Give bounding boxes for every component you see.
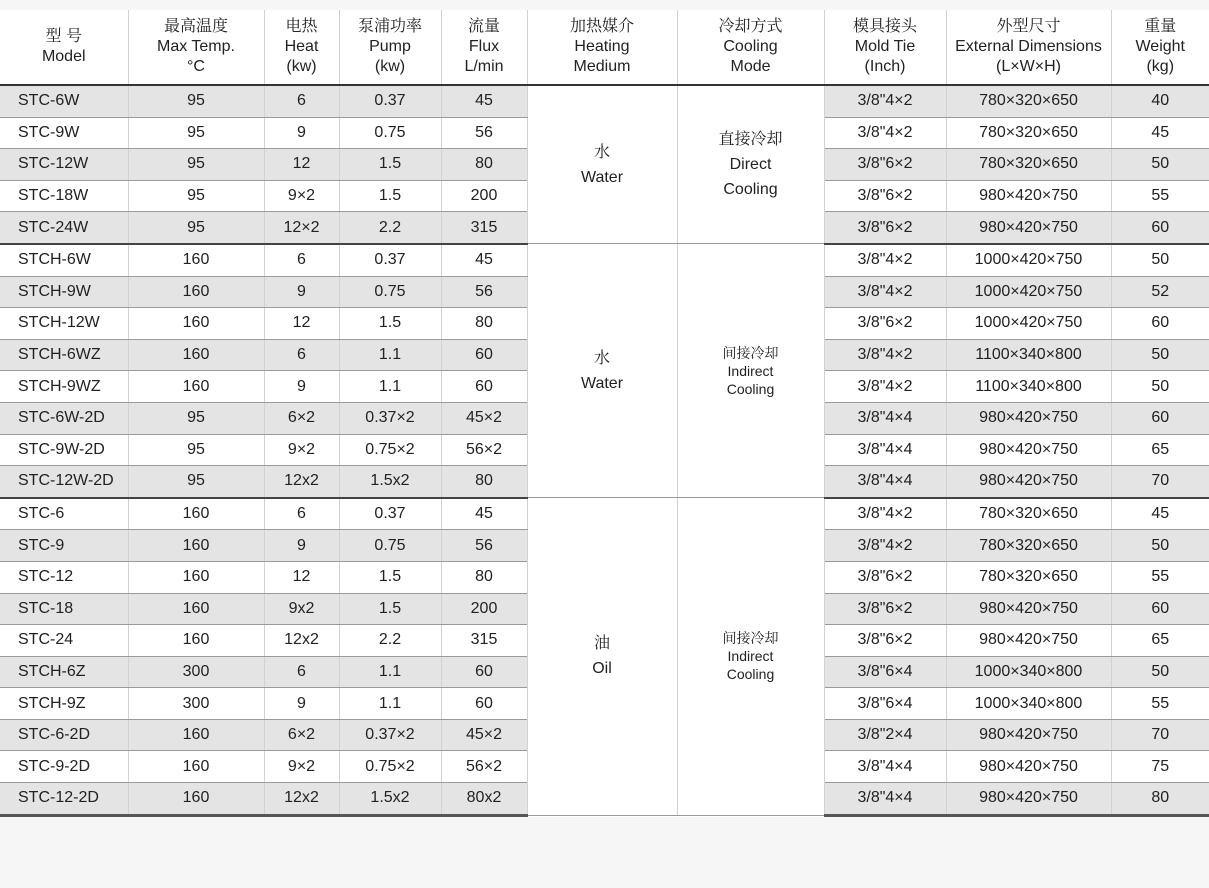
cell-cooling-mode <box>677 498 824 815</box>
cell-model: STC-6 <box>0 498 128 530</box>
cell-heat: 12 <box>264 308 339 340</box>
cell-dims: 980×420×750 <box>946 719 1111 751</box>
header-weight <box>1111 10 1209 85</box>
header-en-label: Cooling <box>723 38 778 55</box>
cell-model: STC-12W-2D <box>0 466 128 498</box>
cell-tie: 3/8"4×4 <box>824 751 946 783</box>
cell-dims: 780×320×650 <box>946 149 1111 181</box>
cell-dims: 1100×340×800 <box>946 371 1111 403</box>
cell-pump: 1.1 <box>339 688 441 720</box>
header-cn-label: 流量 <box>467 18 500 35</box>
cell-heat: 9 <box>264 371 339 403</box>
cell-weight: 52 <box>1111 276 1209 308</box>
cell-dims: 1000×420×750 <box>946 276 1111 308</box>
cell-dims: 980×420×750 <box>946 434 1111 466</box>
cell-flux: 56 <box>441 117 527 149</box>
cell-flux: 56×2 <box>441 751 527 783</box>
cell-model: STCH-9W <box>0 276 128 308</box>
cell-dims: 980×420×750 <box>946 466 1111 498</box>
cell-temp: 160 <box>128 339 264 371</box>
cell-flux: 60 <box>441 656 527 688</box>
header-en-label: Model <box>41 48 86 65</box>
cell-temp: 95 <box>128 212 264 244</box>
cell-flux: 45×2 <box>441 402 527 434</box>
cell-model: STC-12W <box>0 149 128 181</box>
cell-flux: 45 <box>441 498 527 530</box>
cell-heat: 9 <box>264 117 339 149</box>
cell-dims: 1000×340×800 <box>946 656 1111 688</box>
cell-tie: 3/8"6×2 <box>824 212 946 244</box>
cell-temp: 95 <box>128 180 264 212</box>
table-row <box>0 85 1209 117</box>
cell-pump: 1.5 <box>339 149 441 181</box>
cell-dims: 780×320×650 <box>946 561 1111 593</box>
cell-tie: 3/8"6×2 <box>824 561 946 593</box>
cell-model: STC-6-2D <box>0 719 128 751</box>
cell-dims: 780×320×650 <box>946 530 1111 562</box>
header-max-temp <box>128 10 264 85</box>
cooling-en-2: Cooling <box>723 181 778 199</box>
cell-heat: 6 <box>264 656 339 688</box>
header-unit-label: (kg) <box>1146 58 1175 75</box>
cell-dims: 980×420×750 <box>946 783 1111 816</box>
cell-tie: 3/8"4×2 <box>824 244 946 276</box>
table-row <box>0 244 1209 276</box>
cell-temp: 160 <box>128 498 264 530</box>
cell-weight: 75 <box>1111 751 1209 783</box>
header-en-label: Heat <box>284 38 319 55</box>
cell-model: STC-6W <box>0 85 128 117</box>
cell-weight: 40 <box>1111 85 1209 117</box>
cell-dims: 780×320×650 <box>946 117 1111 149</box>
cell-pump: 1.5x2 <box>339 466 441 498</box>
header-cn-label: 模具接头 <box>852 18 917 35</box>
cooling-en: Indirect <box>727 648 774 665</box>
cell-model: STC-24 <box>0 625 128 657</box>
cell-weight: 60 <box>1111 212 1209 244</box>
cell-flux: 200 <box>441 593 527 625</box>
cell-flux: 200 <box>441 180 527 212</box>
cell-weight: 65 <box>1111 625 1209 657</box>
cell-heat: 6 <box>264 85 339 117</box>
cell-pump: 0.75×2 <box>339 751 441 783</box>
cell-pump: 1.5x2 <box>339 783 441 816</box>
cell-heat: 6 <box>264 498 339 530</box>
cell-heat: 6×2 <box>264 719 339 751</box>
cell-heat: 6 <box>264 244 339 276</box>
cell-pump: 0.37×2 <box>339 719 441 751</box>
cell-flux: 45 <box>441 244 527 276</box>
header-cn-label: 最高温度 <box>163 18 228 35</box>
cell-heat: 6×2 <box>264 402 339 434</box>
cell-pump: 1.5 <box>339 308 441 340</box>
cell-weight: 60 <box>1111 593 1209 625</box>
header-heating-medium <box>527 10 677 85</box>
cell-weight: 50 <box>1111 244 1209 276</box>
cell-weight: 50 <box>1111 149 1209 181</box>
cell-model: STCH-6WZ <box>0 339 128 371</box>
cell-pump: 0.75 <box>339 530 441 562</box>
header-unit-label: (L×W×H) <box>996 58 1061 75</box>
cell-model: STCH-9Z <box>0 688 128 720</box>
cell-model: STC-18 <box>0 593 128 625</box>
cell-temp: 160 <box>128 308 264 340</box>
header-cn-label: 泵浦功率 <box>357 18 422 35</box>
header-cn-label: 外型尺寸 <box>996 18 1061 35</box>
cell-dims: 1000×420×750 <box>946 308 1111 340</box>
cell-tie: 3/8"4×2 <box>824 371 946 403</box>
cell-tie: 3/8"4×4 <box>824 466 946 498</box>
cell-model: STCH-9WZ <box>0 371 128 403</box>
cell-weight: 50 <box>1111 371 1209 403</box>
cell-pump: 2.2 <box>339 625 441 657</box>
cell-temp: 160 <box>128 371 264 403</box>
header-mold-tie <box>824 10 946 85</box>
cell-pump: 2.2 <box>339 212 441 244</box>
cell-model: STC-9W <box>0 117 128 149</box>
cell-heat: 12 <box>264 561 339 593</box>
header-en-label: Weight <box>1135 38 1185 55</box>
cell-model: STC-18W <box>0 180 128 212</box>
cell-dims: 980×420×750 <box>946 402 1111 434</box>
cell-flux: 315 <box>441 212 527 244</box>
cell-pump: 1.1 <box>339 339 441 371</box>
cell-tie: 3/8"4×2 <box>824 530 946 562</box>
cell-weight: 45 <box>1111 117 1209 149</box>
cell-heat: 9 <box>264 530 339 562</box>
cell-pump: 0.37 <box>339 498 441 530</box>
medium-cn: 水 <box>593 143 610 161</box>
cell-model: STCH-12W <box>0 308 128 340</box>
cell-pump: 1.5 <box>339 593 441 625</box>
cell-flux: 45×2 <box>441 719 527 751</box>
cell-temp: 160 <box>128 244 264 276</box>
cooling-cn: 间接冷却 <box>722 344 779 361</box>
cell-heat: 6 <box>264 339 339 371</box>
cell-pump: 0.75 <box>339 276 441 308</box>
cooling-cn: 直接冷却 <box>718 131 783 149</box>
cell-tie: 3/8"4×2 <box>824 276 946 308</box>
cell-dims: 780×320×650 <box>946 498 1111 530</box>
cell-heat: 12x2 <box>264 466 339 498</box>
cell-tie: 3/8"6×4 <box>824 688 946 720</box>
cell-flux: 315 <box>441 625 527 657</box>
cell-temp: 160 <box>128 593 264 625</box>
cell-temp: 300 <box>128 656 264 688</box>
table-body <box>0 85 1209 815</box>
cell-weight: 80 <box>1111 783 1209 816</box>
header-cn-label: 冷却方式 <box>718 18 783 35</box>
cell-model: STC-9-2D <box>0 751 128 783</box>
cell-tie: 3/8"4×4 <box>824 402 946 434</box>
cell-weight: 55 <box>1111 180 1209 212</box>
header-unit-label: L/min <box>464 58 504 75</box>
cell-heat: 9 <box>264 688 339 720</box>
medium-cn: 水 <box>593 349 610 367</box>
cell-flux: 60 <box>441 371 527 403</box>
cell-pump: 1.1 <box>339 371 441 403</box>
cell-weight: 50 <box>1111 339 1209 371</box>
header-en-label: External Dimensions <box>955 38 1102 55</box>
cell-heat: 9 <box>264 276 339 308</box>
cell-tie: 3/8"4×2 <box>824 498 946 530</box>
header-unit-label: (Inch) <box>864 58 906 75</box>
cell-tie: 3/8"6×2 <box>824 180 946 212</box>
medium-en: Oil <box>592 660 612 678</box>
cell-flux: 80x2 <box>441 783 527 816</box>
header-row <box>0 10 1209 85</box>
cell-heat: 12x2 <box>264 625 339 657</box>
header-en-label: Heating <box>574 38 630 55</box>
cell-dims: 1000×340×800 <box>946 688 1111 720</box>
cell-weight: 70 <box>1111 466 1209 498</box>
cell-weight: 55 <box>1111 688 1209 720</box>
cell-dims: 980×420×750 <box>946 593 1111 625</box>
cell-temp: 160 <box>128 530 264 562</box>
cell-flux: 80 <box>441 561 527 593</box>
cell-model: STC-12-2D <box>0 783 128 816</box>
header-unit-label: Medium <box>573 58 631 75</box>
cell-dims: 980×420×750 <box>946 180 1111 212</box>
cell-weight: 60 <box>1111 308 1209 340</box>
header-external-dimensions <box>946 10 1111 85</box>
cell-weight: 50 <box>1111 656 1209 688</box>
cell-weight: 45 <box>1111 498 1209 530</box>
cell-tie: 3/8"4×4 <box>824 434 946 466</box>
cell-temp: 160 <box>128 276 264 308</box>
medium-en: Water <box>580 374 624 392</box>
header-unit-label: °C <box>187 58 205 75</box>
specification-table <box>0 10 1209 817</box>
cell-temp: 300 <box>128 688 264 720</box>
cell-weight: 50 <box>1111 530 1209 562</box>
cell-flux: 80 <box>441 149 527 181</box>
cell-tie: 3/8"4×2 <box>824 85 946 117</box>
cell-heating-medium <box>527 244 677 498</box>
header-pump <box>339 10 441 85</box>
cooling-cn: 间接冷却 <box>722 630 779 647</box>
cell-model: STC-9 <box>0 530 128 562</box>
cell-heating-medium <box>527 85 677 244</box>
cell-temp: 160 <box>128 719 264 751</box>
cell-tie: 3/8"4×2 <box>824 117 946 149</box>
cell-weight: 70 <box>1111 719 1209 751</box>
cell-tie: 3/8"4×4 <box>824 783 946 816</box>
cell-flux: 60 <box>441 339 527 371</box>
cell-pump: 1.5 <box>339 180 441 212</box>
cell-tie: 3/8"4×2 <box>824 339 946 371</box>
header-cn-label: 加热媒介 <box>569 18 634 35</box>
cell-temp: 95 <box>128 402 264 434</box>
cell-model: STC-6W-2D <box>0 402 128 434</box>
cell-heat: 12 <box>264 149 339 181</box>
cooling-en: Indirect <box>727 362 774 379</box>
cell-heating-medium <box>527 498 677 815</box>
cell-pump: 0.37×2 <box>339 402 441 434</box>
cell-tie: 3/8"6×4 <box>824 656 946 688</box>
cell-heat: 9×2 <box>264 180 339 212</box>
cell-weight: 65 <box>1111 434 1209 466</box>
header-model <box>0 10 128 85</box>
cell-dims: 980×420×750 <box>946 625 1111 657</box>
cell-tie: 3/8"6×2 <box>824 593 946 625</box>
cell-temp: 95 <box>128 85 264 117</box>
cell-pump: 0.37 <box>339 85 441 117</box>
header-unit-label: Mode <box>730 58 771 75</box>
cooling-en: Direct <box>729 156 772 174</box>
cell-tie: 3/8"6×2 <box>824 625 946 657</box>
medium-cn: 油 <box>593 635 610 653</box>
header-cn-label: 型 号 <box>45 28 82 45</box>
cell-flux: 80 <box>441 308 527 340</box>
cell-pump: 1.5 <box>339 561 441 593</box>
header-unit-label: (kw) <box>374 58 406 75</box>
cell-dims: 980×420×750 <box>946 212 1111 244</box>
cell-pump: 1.1 <box>339 656 441 688</box>
header-en-label: Mold Tie <box>854 38 916 55</box>
cell-cooling-mode <box>677 244 824 498</box>
cell-heat: 9×2 <box>264 434 339 466</box>
cell-model: STCH-6W <box>0 244 128 276</box>
cell-dims: 780×320×650 <box>946 85 1111 117</box>
cell-flux: 60 <box>441 688 527 720</box>
cell-temp: 160 <box>128 625 264 657</box>
cell-tie: 3/8"6×2 <box>824 149 946 181</box>
cell-flux: 56 <box>441 276 527 308</box>
cell-heat: 9x2 <box>264 593 339 625</box>
cell-dims: 1000×420×750 <box>946 244 1111 276</box>
cell-model: STC-9W-2D <box>0 434 128 466</box>
cell-model: STC-12 <box>0 561 128 593</box>
medium-en: Water <box>580 168 624 186</box>
header-en-label: Pump <box>369 38 411 55</box>
cell-pump: 0.75×2 <box>339 434 441 466</box>
cell-pump: 0.75 <box>339 117 441 149</box>
header-cn-label: 重量 <box>1144 18 1177 35</box>
cell-dims: 980×420×750 <box>946 751 1111 783</box>
cell-heat: 12x2 <box>264 783 339 816</box>
cell-pump: 0.37 <box>339 244 441 276</box>
cell-flux: 56 <box>441 530 527 562</box>
header-heat <box>264 10 339 85</box>
cell-temp: 160 <box>128 561 264 593</box>
header-cn-label: 电热 <box>285 18 318 35</box>
cell-weight: 60 <box>1111 402 1209 434</box>
table-row <box>0 498 1209 530</box>
cell-temp: 95 <box>128 117 264 149</box>
header-unit-label: (kw) <box>286 58 317 75</box>
cell-flux: 45 <box>441 85 527 117</box>
header-flux <box>441 10 527 85</box>
cooling-en-2: Cooling <box>726 380 775 397</box>
cell-weight: 55 <box>1111 561 1209 593</box>
cell-tie: 3/8"2×4 <box>824 719 946 751</box>
cell-heat: 9×2 <box>264 751 339 783</box>
cell-heat: 12×2 <box>264 212 339 244</box>
cell-flux: 56×2 <box>441 434 527 466</box>
cell-temp: 95 <box>128 434 264 466</box>
cell-temp: 95 <box>128 466 264 498</box>
cell-cooling-mode <box>677 85 824 244</box>
cell-temp: 160 <box>128 751 264 783</box>
header-en-label: Max Temp. <box>157 38 235 55</box>
cooling-en-2: Cooling <box>726 666 775 683</box>
cell-temp: 95 <box>128 149 264 181</box>
header-en-label: Flux <box>468 38 500 55</box>
cell-flux: 80 <box>441 466 527 498</box>
cell-model: STCH-6Z <box>0 656 128 688</box>
cell-temp: 160 <box>128 783 264 816</box>
header-cooling-mode <box>677 10 824 85</box>
cell-tie: 3/8"6×2 <box>824 308 946 340</box>
cell-model: STC-24W <box>0 212 128 244</box>
cell-dims: 1100×340×800 <box>946 339 1111 371</box>
